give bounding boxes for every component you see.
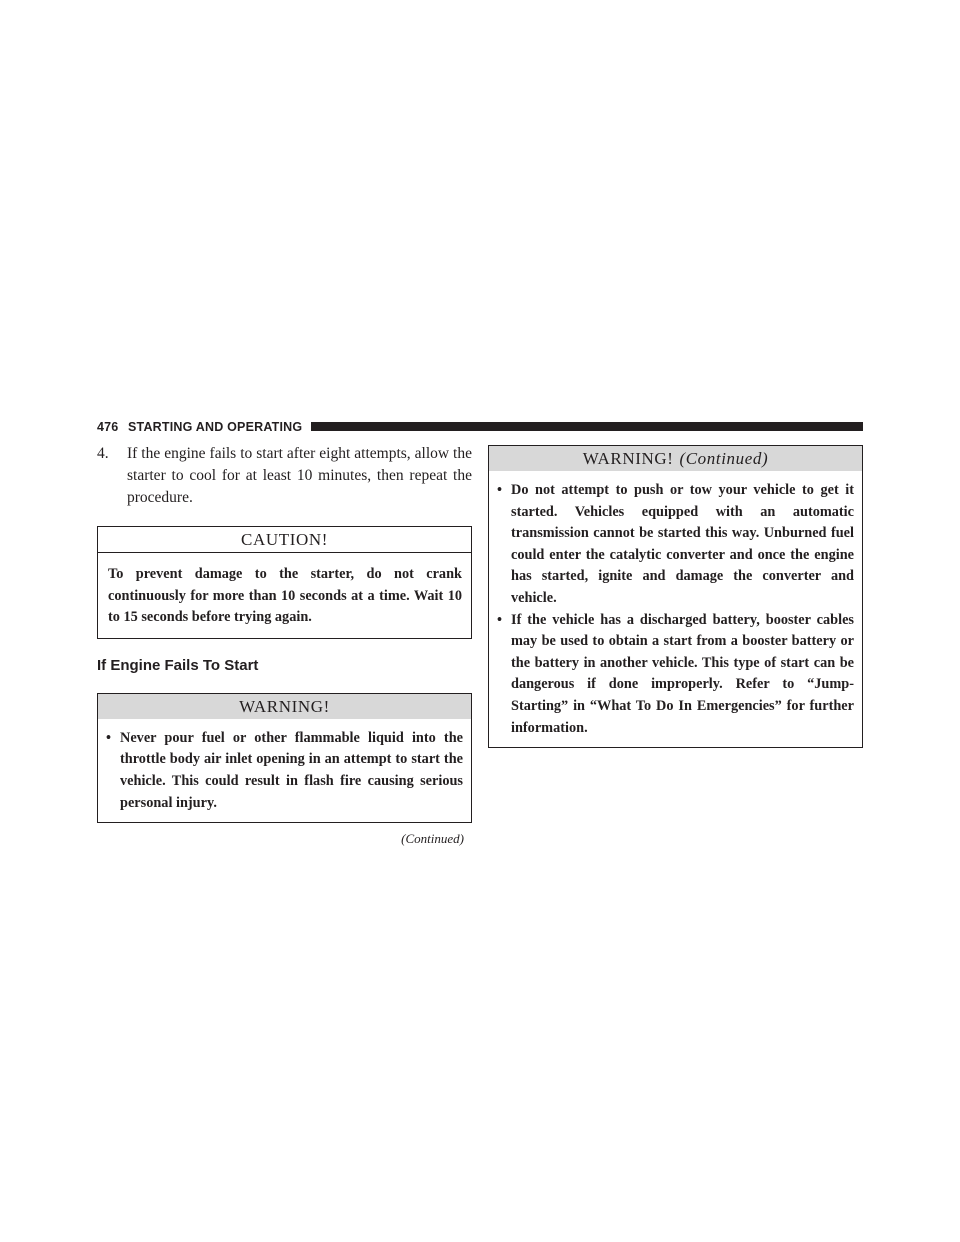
header-rule <box>311 422 863 431</box>
right-column <box>488 443 863 748</box>
warning-bullet <box>497 610 854 740</box>
warning-continued-list <box>489 471 862 747</box>
warning-bullet-text: Never pour fuel or other flammable liquid into the throttle body air inlet opening in an attempt to start the vehicle. This could result in flash fire causing serious personal injury. <box>120 729 463 811</box>
warning-continued-box <box>488 445 863 748</box>
warning-title: WARNING! <box>98 694 471 719</box>
warning-title-text: WARNING! <box>582 449 674 468</box>
step-number: 4. <box>97 445 109 462</box>
warning-list <box>98 719 471 822</box>
bullet-marker: • <box>497 611 503 628</box>
warning-bullet <box>497 480 854 610</box>
warning-box <box>97 693 472 823</box>
caution-text: To prevent damage to the starter, do not crank continuously for more than 10 seconds at a time. Wait 10 to 15 seconds before trying again. <box>108 566 462 626</box>
continued-note: (Continued) <box>401 831 464 847</box>
warning-continued-title <box>489 446 862 471</box>
procedure-step <box>97 443 472 509</box>
warning-bullet-text: Do not attempt to push or tow your vehicle to get it started. Vehicles equipped with an automatic transmission cannot be started this way. Unburned fuel could enter the catalytic converter and once the engine has started, ignite and damage the converter and vehicle. <box>511 482 854 606</box>
caution-title: CAUTION! <box>98 527 471 553</box>
left-column <box>97 443 472 848</box>
warning-bullet <box>106 728 463 814</box>
caution-box <box>97 526 472 639</box>
page-header <box>97 418 863 436</box>
bullet-marker: • <box>497 482 503 498</box>
bullet-marker: • <box>106 729 112 746</box>
section-title: STARTING AND OPERATING <box>128 420 303 434</box>
page-number: 476 <box>97 420 119 434</box>
warning-bullet-text: If the vehicle has a discharged battery, booster cables may be used to obtain a start from a booster battery or the battery in another vehicle. This type of start can be dangerous if done improperly. Refer to “Jump-Starting” in “What To Do In Emergencies” for further information. <box>511 611 854 736</box>
step-text: If the engine fails to start after eight attempts, allow the starter to cool for at least 10 minutes, then repeat the procedure. <box>127 445 472 506</box>
subheading: If Engine Fails To Start <box>97 656 259 674</box>
warning-title-suffix: (Continued) <box>679 449 769 468</box>
